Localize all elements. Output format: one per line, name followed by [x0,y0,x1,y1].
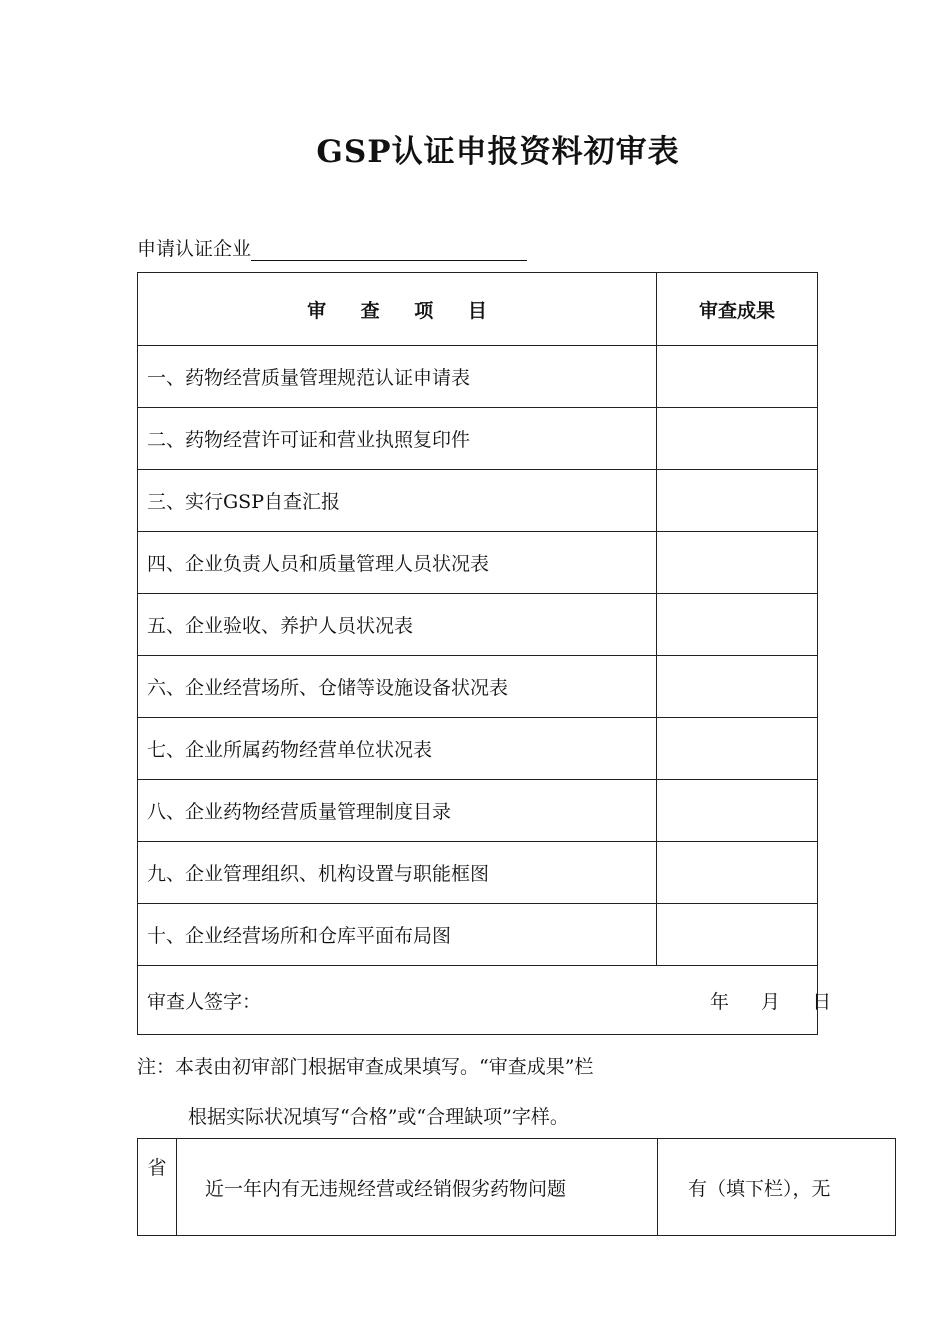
header-review-result: 审查成果 [657,273,818,346]
item-label: 一、药物经营质量管理规范认证申请表 [138,346,657,408]
table-row [138,780,818,842]
applicant-label: 申请认证企业 [137,238,252,260]
table-row [138,594,818,656]
result-cell[interactable] [657,904,818,966]
review-table [137,272,832,1035]
item-label: 七、企业所属药物经营单位状况表 [138,718,657,780]
note-line-2: 根据实际状况填写“合格”或“合理缺项”字样。 [188,1106,569,1128]
result-cell[interactable] [657,656,818,718]
result-cell[interactable] [657,408,818,470]
violation-question: 近一年内有无违规经营或经销假劣药物问题 [177,1139,658,1236]
note-line-1: 注：本表由初审部门根据审查成果填写。“审查成果”栏 [137,1056,594,1078]
result-cell[interactable] [657,780,818,842]
header-review-item: 审 查 项 目 [138,273,657,346]
violation-answer[interactable]: 有（填下栏），无 [658,1139,896,1236]
applicant-input-line[interactable] [251,236,527,261]
table-row [138,718,818,780]
signature-row [138,966,818,1035]
signature-date: 年 月 日 [710,990,832,1013]
table-row [138,346,818,408]
item-label: 八、企业药物经营质量管理制度目录 [138,780,657,842]
document-title: GSP认证申报资料初审表 [316,134,680,170]
result-cell[interactable] [657,532,818,594]
result-cell[interactable] [657,718,818,780]
item-label: 三、实行GSP自查汇报 [138,470,657,532]
table-row [138,532,818,594]
table-header-row [138,273,818,346]
item-label: 六、企业经营场所、仓储等设施设备状况表 [138,656,657,718]
applicant-field [137,234,527,261]
table-row [138,1139,896,1236]
province-label: 省 [138,1139,177,1236]
signature-cell[interactable] [138,966,832,1035]
table-row [138,408,818,470]
province-table [137,1138,896,1236]
result-cell[interactable] [657,842,818,904]
item-label: 九、企业管理组织、机构设置与职能框图 [138,842,657,904]
table-row [138,656,818,718]
result-cell[interactable] [657,594,818,656]
table-row [138,842,818,904]
table-row [138,470,818,532]
item-label: 二、药物经营许可证和营业执照复印件 [138,408,657,470]
result-cell[interactable] [657,346,818,408]
item-label: 十、企业经营场所和仓库平面布局图 [138,904,657,966]
result-cell[interactable] [657,470,818,532]
item-label: 五、企业验收、养护人员状况表 [138,594,657,656]
table-row [138,904,818,966]
item-label: 四、企业负责人员和质量管理人员状况表 [138,532,657,594]
signature-label: 审查人签字： [147,990,262,1013]
